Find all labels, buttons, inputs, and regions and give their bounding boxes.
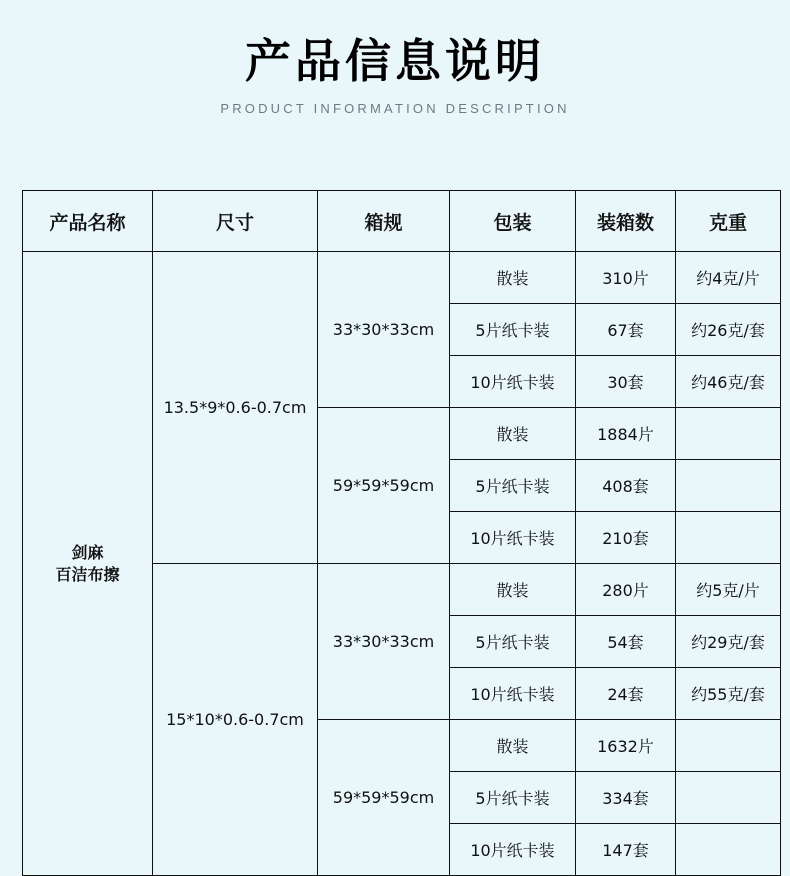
column-header-box-spec: 箱规 [318, 191, 450, 252]
product-info-table [22, 190, 781, 876]
table-row [23, 252, 781, 304]
cell-gram-weight [676, 720, 781, 772]
cell-quantity: 280片 [576, 564, 676, 616]
page-header [0, 0, 790, 116]
cell-quantity: 54套 [576, 616, 676, 668]
cell-quantity: 310片 [576, 252, 676, 304]
table-body [23, 252, 781, 876]
cell-gram-weight [676, 772, 781, 824]
cell-quantity: 334套 [576, 772, 676, 824]
cell-quantity: 147套 [576, 824, 676, 876]
cell-quantity: 1632片 [576, 720, 676, 772]
cell-packaging: 散装 [450, 408, 576, 460]
cell-packaging: 10片纸卡装 [450, 512, 576, 564]
column-header-product-name: 产品名称 [23, 191, 153, 252]
cell-packaging: 散装 [450, 252, 576, 304]
cell-quantity: 30套 [576, 356, 676, 408]
column-header-packaging: 包装 [450, 191, 576, 252]
product-name-line-2: 百洁布擦 [55, 564, 120, 584]
cell-box-spec-1-1: 33*30*33cm [318, 252, 450, 408]
page-title: 产品信息说明 [245, 34, 545, 88]
cell-quantity: 408套 [576, 460, 676, 512]
cell-packaging: 散装 [450, 720, 576, 772]
cell-gram-weight [676, 408, 781, 460]
column-header-gram-weight: 克重 [676, 191, 781, 252]
cell-packaging: 5片纸卡装 [450, 772, 576, 824]
cell-quantity: 210套 [576, 512, 676, 564]
product-name-line-1: 剑麻 [71, 542, 104, 562]
cell-gram-weight [676, 512, 781, 564]
cell-packaging: 10片纸卡装 [450, 668, 576, 720]
cell-packaging: 10片纸卡装 [450, 356, 576, 408]
cell-size-2: 15*10*0.6-0.7cm [153, 564, 318, 876]
cell-packaging: 5片纸卡装 [450, 460, 576, 512]
cell-quantity: 24套 [576, 668, 676, 720]
cell-size-1: 13.5*9*0.6-0.7cm [153, 252, 318, 564]
cell-gram-weight: 约55克/套 [676, 668, 781, 720]
cell-gram-weight: 约29克/套 [676, 616, 781, 668]
cell-packaging: 散装 [450, 564, 576, 616]
cell-gram-weight: 约46克/套 [676, 356, 781, 408]
cell-product-name [23, 252, 153, 876]
cell-gram-weight: 约5克/片 [676, 564, 781, 616]
cell-quantity: 67套 [576, 304, 676, 356]
cell-gram-weight [676, 460, 781, 512]
cell-box-spec-2-2: 59*59*59cm [318, 720, 450, 876]
cell-quantity: 1884片 [576, 408, 676, 460]
cell-box-spec-2-1: 33*30*33cm [318, 564, 450, 720]
page-subtitle: PRODUCT INFORMATION DESCRIPTION [220, 100, 570, 116]
product-info-table-wrapper [22, 190, 768, 876]
cell-gram-weight: 约4克/片 [676, 252, 781, 304]
cell-packaging: 5片纸卡装 [450, 304, 576, 356]
cell-gram-weight: 约26克/套 [676, 304, 781, 356]
cell-packaging: 5片纸卡装 [450, 616, 576, 668]
column-header-quantity: 装箱数 [576, 191, 676, 252]
column-header-size: 尺寸 [153, 191, 318, 252]
table-header-row [23, 191, 781, 252]
cell-box-spec-1-2: 59*59*59cm [318, 408, 450, 564]
cell-gram-weight [676, 824, 781, 876]
table-header [23, 191, 781, 252]
cell-packaging: 10片纸卡装 [450, 824, 576, 876]
